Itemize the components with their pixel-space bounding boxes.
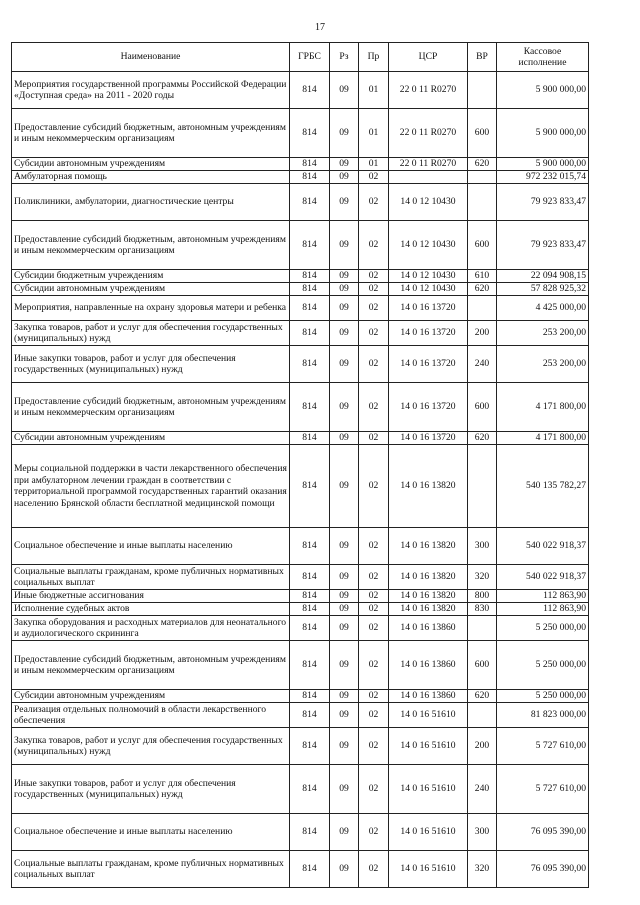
cell-amount: 76 095 390,00	[497, 814, 589, 851]
cell-amount: 112 863,90	[497, 590, 589, 603]
cell-vr: 620	[468, 690, 497, 703]
cell-amount: 972 232 015,74	[497, 171, 589, 184]
table-row	[12, 641, 589, 690]
cell-pr: 02	[359, 221, 389, 270]
cell-csr: 14 0 16 13720	[389, 296, 468, 321]
cell-name: Закупка товаров, работ и услуг для обеспечения государственных (муниципальных) нужд	[12, 321, 290, 346]
cell-pr: 02	[359, 296, 389, 321]
cell-grbs: 814	[290, 72, 330, 109]
cell-name: Предоставление субсидий бюджетным, автономным учреждениям и иным некоммерческим организациям	[12, 383, 290, 432]
column-header-csr: ЦСР	[389, 43, 468, 72]
cell-name: Предоставление субсидий бюджетным, автономным учреждениям и иным некоммерческим организациям	[12, 221, 290, 270]
cell-name: Меры социальной поддержки в части лекарственного обеспечения при амбулаторном лечении граждан в соответствии с территориальной программой государственных гарантий оказания населению Брянской области бесплатной медицинской помощи	[12, 445, 290, 528]
cell-grbs: 814	[290, 296, 330, 321]
column-header-rz: Рз	[330, 43, 359, 72]
cell-pr: 02	[359, 616, 389, 641]
cell-amount: 253 200,00	[497, 346, 589, 383]
cell-pr: 02	[359, 690, 389, 703]
cell-pr: 01	[359, 72, 389, 109]
column-header-grbs: ГРБС	[290, 43, 330, 72]
cell-grbs: 814	[290, 383, 330, 432]
cell-rz: 09	[330, 158, 359, 171]
cell-amount: 4 171 800,00	[497, 383, 589, 432]
table-row	[12, 184, 589, 221]
cell-amount: 5 900 000,00	[497, 109, 589, 158]
cell-name: Иные закупки товаров, работ и услуг для обеспечения государственных (муниципальных) нужд	[12, 765, 290, 814]
cell-vr	[468, 171, 497, 184]
column-header-vr: ВР	[468, 43, 497, 72]
cell-pr: 02	[359, 445, 389, 528]
cell-grbs: 814	[290, 814, 330, 851]
cell-amount: 253 200,00	[497, 321, 589, 346]
cell-csr: 14 0 16 51610	[389, 814, 468, 851]
table-row	[12, 296, 589, 321]
table-row	[12, 814, 589, 851]
cell-pr: 02	[359, 171, 389, 184]
cell-rz: 09	[330, 221, 359, 270]
cell-amount: 540 022 918,37	[497, 528, 589, 565]
cell-name: Поликлиники, амбулатории, диагностические центры	[12, 184, 290, 221]
page-number: 17	[315, 22, 325, 33]
cell-vr	[468, 445, 497, 528]
cell-amount: 81 823 000,00	[497, 703, 589, 728]
cell-rz: 09	[330, 814, 359, 851]
table-row	[12, 283, 589, 296]
table-row	[12, 171, 589, 184]
cell-pr: 02	[359, 603, 389, 616]
cell-rz: 09	[330, 432, 359, 445]
cell-csr: 14 0 12 10430	[389, 283, 468, 296]
cell-pr: 02	[359, 346, 389, 383]
cell-amount: 4 425 000,00	[497, 296, 589, 321]
cell-grbs: 814	[290, 528, 330, 565]
cell-vr: 200	[468, 728, 497, 765]
table-row	[12, 109, 589, 158]
cell-grbs: 814	[290, 690, 330, 703]
cell-vr: 600	[468, 383, 497, 432]
cell-pr: 02	[359, 814, 389, 851]
cell-grbs: 814	[290, 321, 330, 346]
cell-rz: 09	[330, 703, 359, 728]
cell-rz: 09	[330, 603, 359, 616]
cell-pr: 02	[359, 765, 389, 814]
cell-pr: 02	[359, 283, 389, 296]
cell-grbs: 814	[290, 565, 330, 590]
cell-vr	[468, 296, 497, 321]
cell-name: Социальное обеспечение и иные выплаты населению	[12, 814, 290, 851]
table-row	[12, 728, 589, 765]
cell-rz: 09	[330, 270, 359, 283]
cell-rz: 09	[330, 765, 359, 814]
column-header-amount: Кассовое исполнение	[497, 43, 589, 72]
cell-amount: 5 900 000,00	[497, 72, 589, 109]
cell-grbs: 814	[290, 432, 330, 445]
table-row	[12, 616, 589, 641]
table-row	[12, 590, 589, 603]
cell-pr: 02	[359, 728, 389, 765]
cell-amount: 4 171 800,00	[497, 432, 589, 445]
table-row	[12, 703, 589, 728]
cell-vr	[468, 184, 497, 221]
table-row	[12, 346, 589, 383]
table-row	[12, 72, 589, 109]
cell-amount: 5 250 000,00	[497, 641, 589, 690]
cell-name: Мероприятия государственной программы Российской Федерации «Доступная среда» на 2011 - 2020 годы	[12, 72, 290, 109]
cell-grbs: 814	[290, 703, 330, 728]
cell-pr: 02	[359, 641, 389, 690]
cell-pr: 02	[359, 432, 389, 445]
cell-csr: 14 0 16 51610	[389, 703, 468, 728]
cell-amount: 5 250 000,00	[497, 690, 589, 703]
cell-pr: 01	[359, 158, 389, 171]
cell-pr: 02	[359, 270, 389, 283]
cell-grbs: 814	[290, 270, 330, 283]
table-row	[12, 765, 589, 814]
cell-csr: 14 0 16 13860	[389, 616, 468, 641]
cell-grbs: 814	[290, 171, 330, 184]
cell-rz: 09	[330, 690, 359, 703]
cell-pr: 02	[359, 528, 389, 565]
cell-csr: 14 0 16 13820	[389, 590, 468, 603]
cell-pr: 02	[359, 184, 389, 221]
cell-vr: 300	[468, 528, 497, 565]
cell-vr: 240	[468, 346, 497, 383]
cell-csr: 14 0 16 13720	[389, 432, 468, 445]
cell-pr: 02	[359, 851, 389, 888]
cell-csr: 14 0 12 10430	[389, 221, 468, 270]
column-header-name: Наименование	[12, 43, 290, 72]
cell-name: Предоставление субсидий бюджетным, автономным учреждениям и иным некоммерческим организациям	[12, 641, 290, 690]
cell-grbs: 814	[290, 590, 330, 603]
cell-vr: 600	[468, 221, 497, 270]
cell-amount: 540 022 918,37	[497, 565, 589, 590]
cell-name: Предоставление субсидий бюджетным, автономным учреждениям и иным некоммерческим организациям	[12, 109, 290, 158]
cell-csr: 14 0 12 10430	[389, 184, 468, 221]
cell-vr	[468, 616, 497, 641]
cell-rz: 09	[330, 383, 359, 432]
cell-rz: 09	[330, 283, 359, 296]
table-row	[12, 321, 589, 346]
cell-rz: 09	[330, 321, 359, 346]
cell-vr: 620	[468, 283, 497, 296]
cell-vr: 830	[468, 603, 497, 616]
cell-rz: 09	[330, 72, 359, 109]
cell-name: Реализация отдельных полномочий в области лекарственного обеспечения	[12, 703, 290, 728]
cell-name: Иные закупки товаров, работ и услуг для обеспечения государственных (муниципальных) нужд	[12, 346, 290, 383]
cell-name: Субсидии бюджетным учреждениям	[12, 270, 290, 283]
cell-rz: 09	[330, 728, 359, 765]
cell-amount: 79 923 833,47	[497, 184, 589, 221]
column-header-pr: Пр	[359, 43, 389, 72]
cell-vr: 240	[468, 765, 497, 814]
cell-csr: 14 0 16 51610	[389, 765, 468, 814]
cell-csr: 14 0 16 13860	[389, 690, 468, 703]
cell-amount: 5 727 610,00	[497, 765, 589, 814]
cell-vr: 620	[468, 158, 497, 171]
cell-amount: 112 863,90	[497, 603, 589, 616]
cell-rz: 09	[330, 445, 359, 528]
cell-amount: 22 094 908,15	[497, 270, 589, 283]
cell-amount: 5 900 000,00	[497, 158, 589, 171]
cell-csr: 14 0 16 51610	[389, 851, 468, 888]
cell-rz: 09	[330, 109, 359, 158]
cell-csr: 14 0 16 13820	[389, 603, 468, 616]
cell-csr: 14 0 16 51610	[389, 728, 468, 765]
cell-vr: 320	[468, 565, 497, 590]
table-row	[12, 690, 589, 703]
cell-csr: 14 0 16 13820	[389, 528, 468, 565]
cell-rz: 09	[330, 851, 359, 888]
cell-name: Социальные выплаты гражданам, кроме публичных нормативных социальных выплат	[12, 851, 290, 888]
cell-pr: 02	[359, 590, 389, 603]
cell-csr: 14 0 16 13820	[389, 565, 468, 590]
cell-grbs: 814	[290, 851, 330, 888]
table-row	[12, 603, 589, 616]
cell-csr: 22 0 11 R0270	[389, 72, 468, 109]
cell-name: Субсидии автономным учреждениям	[12, 158, 290, 171]
cell-name: Социальные выплаты гражданам, кроме публичных нормативных социальных выплат	[12, 565, 290, 590]
cell-rz: 09	[330, 171, 359, 184]
table-row	[12, 565, 589, 590]
table-header-row	[12, 43, 589, 72]
cell-grbs: 814	[290, 445, 330, 528]
cell-csr: 14 0 16 13820	[389, 445, 468, 528]
cell-rz: 09	[330, 641, 359, 690]
table-body	[12, 72, 589, 888]
cell-pr: 02	[359, 321, 389, 346]
cell-csr	[389, 171, 468, 184]
cell-amount: 79 923 833,47	[497, 221, 589, 270]
cell-name: Исполнение судебных актов	[12, 603, 290, 616]
budget-execution-table	[11, 42, 589, 888]
cell-name: Закупка оборудования и расходных материалов для неонатального и аудиологического скрининга	[12, 616, 290, 641]
cell-csr: 14 0 16 13860	[389, 641, 468, 690]
cell-amount: 5 250 000,00	[497, 616, 589, 641]
cell-vr: 600	[468, 641, 497, 690]
cell-rz: 09	[330, 590, 359, 603]
cell-vr: 200	[468, 321, 497, 346]
cell-csr: 14 0 16 13720	[389, 321, 468, 346]
cell-grbs: 814	[290, 184, 330, 221]
cell-rz: 09	[330, 296, 359, 321]
cell-amount: 540 135 782,27	[497, 445, 589, 528]
cell-grbs: 814	[290, 158, 330, 171]
cell-grbs: 814	[290, 346, 330, 383]
table-row	[12, 445, 589, 528]
cell-grbs: 814	[290, 641, 330, 690]
cell-grbs: 814	[290, 603, 330, 616]
cell-csr: 14 0 16 13720	[389, 383, 468, 432]
table-row	[12, 528, 589, 565]
table-row	[12, 158, 589, 171]
table-row	[12, 432, 589, 445]
cell-amount: 5 727 610,00	[497, 728, 589, 765]
cell-rz: 09	[330, 184, 359, 221]
cell-vr	[468, 72, 497, 109]
cell-pr: 02	[359, 565, 389, 590]
table-row	[12, 851, 589, 888]
cell-name: Субсидии автономным учреждениям	[12, 690, 290, 703]
cell-name: Закупка товаров, работ и услуг для обеспечения государственных (муниципальных) нужд	[12, 728, 290, 765]
cell-rz: 09	[330, 616, 359, 641]
table-row	[12, 383, 589, 432]
cell-rz: 09	[330, 346, 359, 383]
cell-rz: 09	[330, 565, 359, 590]
cell-csr: 14 0 16 13720	[389, 346, 468, 383]
cell-grbs: 814	[290, 109, 330, 158]
cell-name: Субсидии автономным учреждениям	[12, 432, 290, 445]
cell-name: Амбулаторная помощь	[12, 171, 290, 184]
cell-pr: 02	[359, 383, 389, 432]
table-row	[12, 221, 589, 270]
cell-csr: 14 0 12 10430	[389, 270, 468, 283]
cell-amount: 76 095 390,00	[497, 851, 589, 888]
cell-grbs: 814	[290, 616, 330, 641]
cell-vr: 610	[468, 270, 497, 283]
cell-grbs: 814	[290, 283, 330, 296]
cell-vr	[468, 703, 497, 728]
cell-vr: 600	[468, 109, 497, 158]
cell-grbs: 814	[290, 221, 330, 270]
cell-grbs: 814	[290, 765, 330, 814]
cell-vr: 320	[468, 851, 497, 888]
cell-name: Субсидии автономным учреждениям	[12, 283, 290, 296]
cell-vr: 620	[468, 432, 497, 445]
cell-name: Иные бюджетные ассигнования	[12, 590, 290, 603]
cell-pr: 02	[359, 703, 389, 728]
cell-grbs: 814	[290, 728, 330, 765]
cell-csr: 22 0 11 R0270	[389, 109, 468, 158]
cell-amount: 57 828 925,32	[497, 283, 589, 296]
cell-vr: 300	[468, 814, 497, 851]
cell-vr: 800	[468, 590, 497, 603]
cell-name: Мероприятия, направленные на охрану здоровья матери и ребенка	[12, 296, 290, 321]
cell-csr: 22 0 11 R0270	[389, 158, 468, 171]
table-row	[12, 270, 589, 283]
cell-rz: 09	[330, 528, 359, 565]
cell-name: Социальное обеспечение и иные выплаты населению	[12, 528, 290, 565]
cell-pr: 01	[359, 109, 389, 158]
